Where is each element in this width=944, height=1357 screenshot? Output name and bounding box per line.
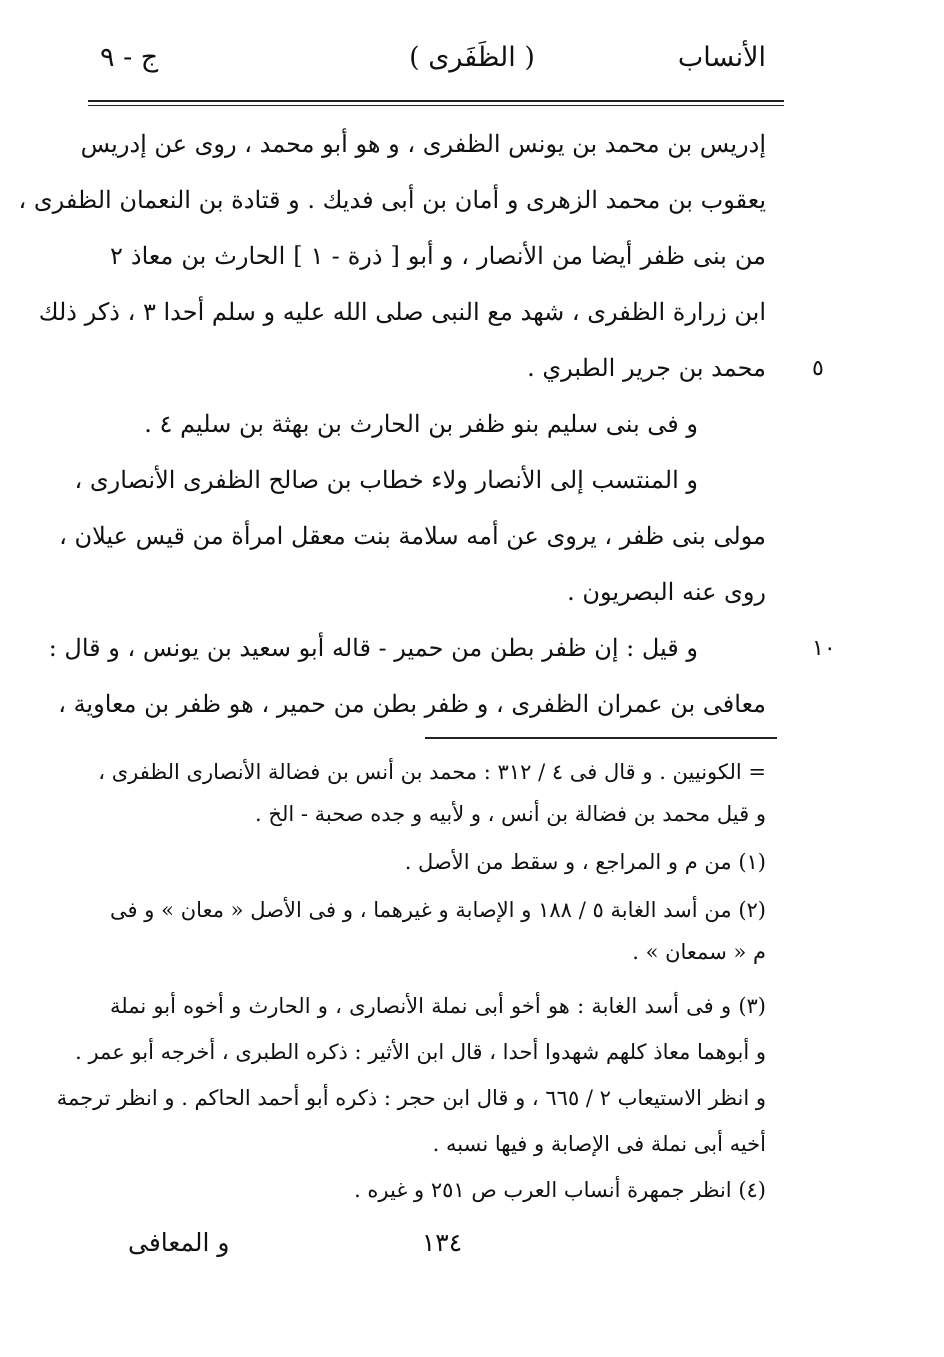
- text-line: و قيل : إن ظفر بطن من حمير - قاله أبو سعيد بن يونس ، و قال :: [48, 634, 698, 662]
- footnote-line: أخيه أبى نملة فى الإصابة و فيها نسبه .: [432, 1132, 766, 1156]
- header-rule: [88, 100, 784, 102]
- text-line: ابن زرارة الظفرى ، شهد مع النبى صلى الله عليه و سلم أحدا ٣ ، ذكر ذلك: [38, 298, 766, 326]
- footnote-line: = الكونيين . و قال فى ٤ / ٣١٢ : محمد بن أنس بن فضالة الأنصارى الظفرى ،: [98, 760, 766, 784]
- footnote-line: (٣) و فى أسد الغابة : هو أخو أبى نملة الأنصارى ، و الحارث و أخوه أبو نملة: [110, 994, 766, 1018]
- footnote-line: (٢) من أسد الغابة ٥ / ١٨٨ و الإصابة و غيرهما ، و فى الأصل « معان » و فى: [110, 898, 766, 922]
- footnote-line: و قيل محمد بن فضالة بن أنس ، و لأبيه و جده صحبة - الخ .: [255, 802, 766, 826]
- footnote-separator: [425, 737, 777, 739]
- text-line: محمد بن جرير الطبري .: [527, 354, 766, 382]
- line-number: ٥: [812, 356, 824, 381]
- catchword: و المعافى: [128, 1228, 230, 1257]
- footnote-line: (١) من م و المراجع ، و سقط من الأصل .: [404, 850, 766, 874]
- text-line: روى عنه البصريون .: [567, 578, 766, 606]
- line-number: ١٠: [812, 636, 836, 661]
- text-line: و المنتسب إلى الأنصار ولاء خطاب بن صالح الظفرى الأنصارى ،: [74, 466, 698, 494]
- text-line: مولى بنى ظفر ، يروى عن أمه سلامة بنت معقل امرأة من قيس عيلان ،: [59, 522, 766, 550]
- text-line: معافى بن عمران الظفرى ، و ظفر بطن من حمير ، هو ظفر بن معاوية ،: [58, 690, 766, 718]
- footnote-line: و انظر الاستيعاب ٢ / ٦٦٥ ، و قال ابن حجر : ذكره أبو أحمد الحاكم . و انظر ترجمة: [56, 1086, 766, 1110]
- text-line: و فى بنى سليم بنو ظفر بن الحارث بن بهثة بن سليم ٤ .: [144, 410, 698, 438]
- running-head-book-title: الأنساب: [677, 42, 766, 73]
- footnote-line: (٤) انظر جمهرة أنساب العرب ص ٢٥١ و غيره .: [354, 1178, 766, 1202]
- running-head-entry: ( الظَفَرى ): [409, 42, 535, 73]
- text-line: إدريس بن محمد بن يونس الظفرى ، و هو أبو محمد ، روى عن إدريس: [80, 130, 766, 158]
- footnote-line: م « سمعان » .: [632, 940, 766, 964]
- text-line: من بنى ظفر أيضا من الأنصار ، و أبو [ ذرة - ١ ] الحارث بن معاذ ٢: [110, 242, 766, 270]
- running-head-volume: ج - ٩: [100, 42, 159, 73]
- text-line: يعقوب بن محمد الزهرى و أمان بن أبى فديك . و قتادة بن النعمان الظفرى ،: [18, 186, 766, 214]
- page-number: ١٣٤: [421, 1228, 463, 1257]
- footnote-line: و أبوهما معاذ كلهم شهدوا أحدا ، قال ابن الأثير : ذكره الطبرى ، أخرجه أبو عمر .: [75, 1040, 766, 1064]
- header-rule-thin: [88, 105, 784, 106]
